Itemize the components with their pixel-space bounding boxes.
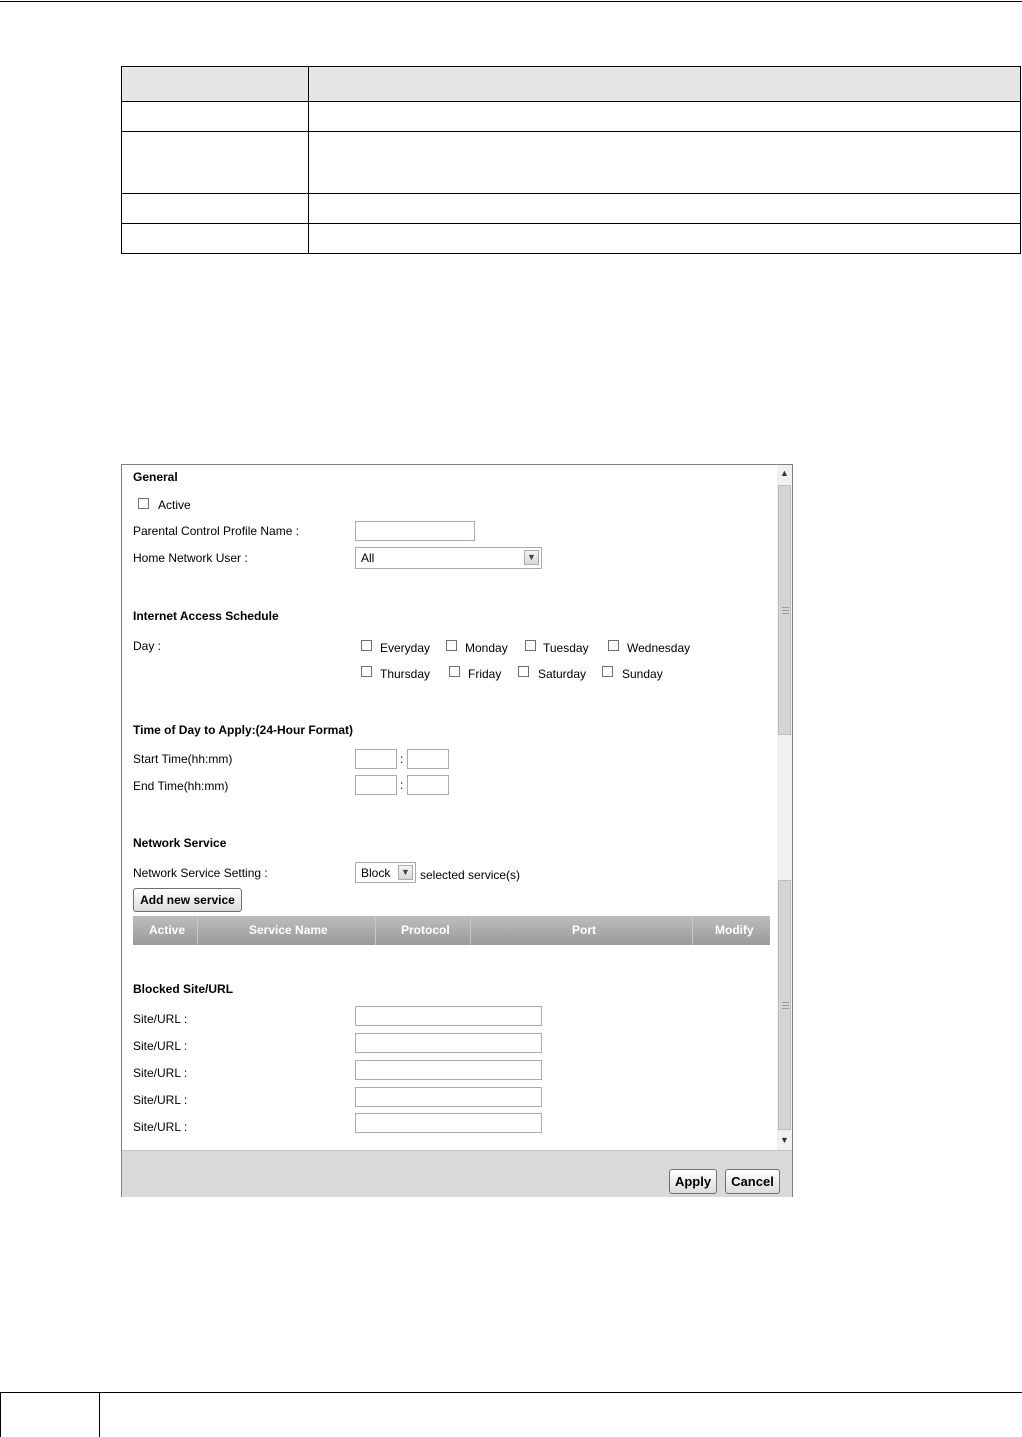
scroll-content bbox=[122, 465, 778, 1150]
add-new-service-button[interactable]: Add new service bbox=[133, 888, 242, 912]
schedule-title: Internet Access Schedule bbox=[133, 609, 279, 623]
day-label-wednesday: Wednesday bbox=[627, 641, 691, 655]
end-time-colon: : bbox=[400, 778, 404, 792]
day-checkbox-monday[interactable] bbox=[446, 640, 457, 651]
day-label: Day : bbox=[133, 639, 162, 653]
description-table bbox=[121, 66, 1021, 254]
general-title: General bbox=[133, 470, 178, 484]
network-service-title: Network Service bbox=[133, 836, 227, 850]
day-checkbox-wednesday[interactable] bbox=[608, 640, 619, 651]
active-checkbox[interactable] bbox=[138, 498, 149, 509]
column-port: Port bbox=[572, 923, 596, 937]
footer-rule bbox=[0, 1392, 1022, 1393]
time-title: Time of Day to Apply:(24-Hour Format) bbox=[133, 723, 354, 737]
site-url-label: Site/URL : bbox=[133, 1066, 188, 1080]
day-label-everyday: Everyday bbox=[380, 641, 431, 655]
end-hour-input[interactable] bbox=[355, 775, 397, 795]
day-label-monday: Monday bbox=[465, 641, 508, 655]
action-bar bbox=[122, 1150, 792, 1197]
table-row bbox=[122, 102, 1021, 132]
profile-name-label: Parental Control Profile Name : bbox=[133, 524, 300, 538]
apply-button[interactable]: Apply bbox=[669, 1169, 717, 1194]
cancel-button[interactable]: Cancel bbox=[725, 1169, 780, 1194]
scroll-up-icon[interactable]: ▲ bbox=[780, 468, 789, 478]
end-time-label: End Time(hh:mm) bbox=[133, 779, 229, 793]
start-time-label: Start Time(hh:mm) bbox=[133, 752, 233, 766]
start-time-colon: : bbox=[400, 752, 404, 766]
start-hour-input[interactable] bbox=[355, 749, 397, 769]
chevron-down-icon: ▼ bbox=[524, 550, 539, 565]
day-checkbox-thursday[interactable] bbox=[361, 666, 372, 677]
site-url-input[interactable] bbox=[355, 1006, 542, 1026]
day-checkbox-everyday[interactable] bbox=[361, 640, 372, 651]
network-service-setting-select[interactable] bbox=[355, 862, 416, 883]
day-label-tuesday: Tuesday bbox=[543, 641, 589, 655]
day-label-thursday: Thursday bbox=[380, 667, 431, 681]
profile-name-input[interactable] bbox=[355, 521, 475, 541]
column-modify: Modify bbox=[715, 923, 754, 937]
column-service-name: Service Name bbox=[249, 923, 328, 937]
end-minute-input[interactable] bbox=[407, 775, 449, 795]
day-checkbox-sunday[interactable] bbox=[602, 666, 613, 677]
blocked-site-title: Blocked Site/URL bbox=[133, 982, 234, 996]
site-url-input[interactable] bbox=[355, 1060, 542, 1080]
service-table-header bbox=[133, 916, 770, 945]
chevron-down-icon: ▼ bbox=[398, 865, 413, 880]
table-header-row bbox=[122, 67, 1021, 102]
network-service-setting-label: Network Service Setting : bbox=[133, 866, 268, 880]
parental-control-screenshot bbox=[121, 464, 793, 1197]
scrollbar-thumb-lower[interactable] bbox=[778, 880, 791, 1130]
table-row bbox=[122, 194, 1021, 224]
home-user-value: All bbox=[361, 551, 375, 565]
vertical-scrollbar[interactable] bbox=[777, 465, 792, 1150]
network-service-setting-value: Block bbox=[361, 866, 391, 880]
day-label-saturday: Saturday bbox=[538, 667, 587, 681]
home-user-select[interactable] bbox=[355, 547, 542, 569]
scroll-down-icon[interactable]: ▼ bbox=[780, 1135, 789, 1145]
site-url-input[interactable] bbox=[355, 1113, 542, 1133]
network-service-suffix: selected service(s) bbox=[420, 868, 521, 882]
site-url-label: Site/URL : bbox=[133, 1120, 188, 1134]
header-rule bbox=[0, 1, 1022, 2]
site-url-label: Site/URL : bbox=[133, 1039, 188, 1053]
site-url-label: Site/URL : bbox=[133, 1012, 188, 1026]
column-active: Active bbox=[149, 923, 186, 937]
home-user-label: Home Network User : bbox=[133, 551, 248, 565]
scrollbar-thumb[interactable] bbox=[778, 485, 791, 735]
active-label: Active bbox=[158, 498, 191, 512]
column-protocol: Protocol bbox=[401, 923, 450, 937]
site-url-label: Site/URL : bbox=[133, 1093, 188, 1107]
day-checkbox-friday[interactable] bbox=[449, 666, 460, 677]
table-row bbox=[122, 132, 1021, 194]
table-row bbox=[122, 224, 1021, 254]
day-checkbox-tuesday[interactable] bbox=[525, 640, 536, 651]
site-url-input[interactable] bbox=[355, 1087, 542, 1107]
day-label-friday: Friday bbox=[468, 667, 502, 681]
site-url-input[interactable] bbox=[355, 1033, 542, 1053]
page-number-box bbox=[0, 1392, 100, 1437]
start-minute-input[interactable] bbox=[407, 749, 449, 769]
day-checkbox-saturday[interactable] bbox=[518, 666, 529, 677]
day-label-sunday: Sunday bbox=[622, 667, 663, 681]
